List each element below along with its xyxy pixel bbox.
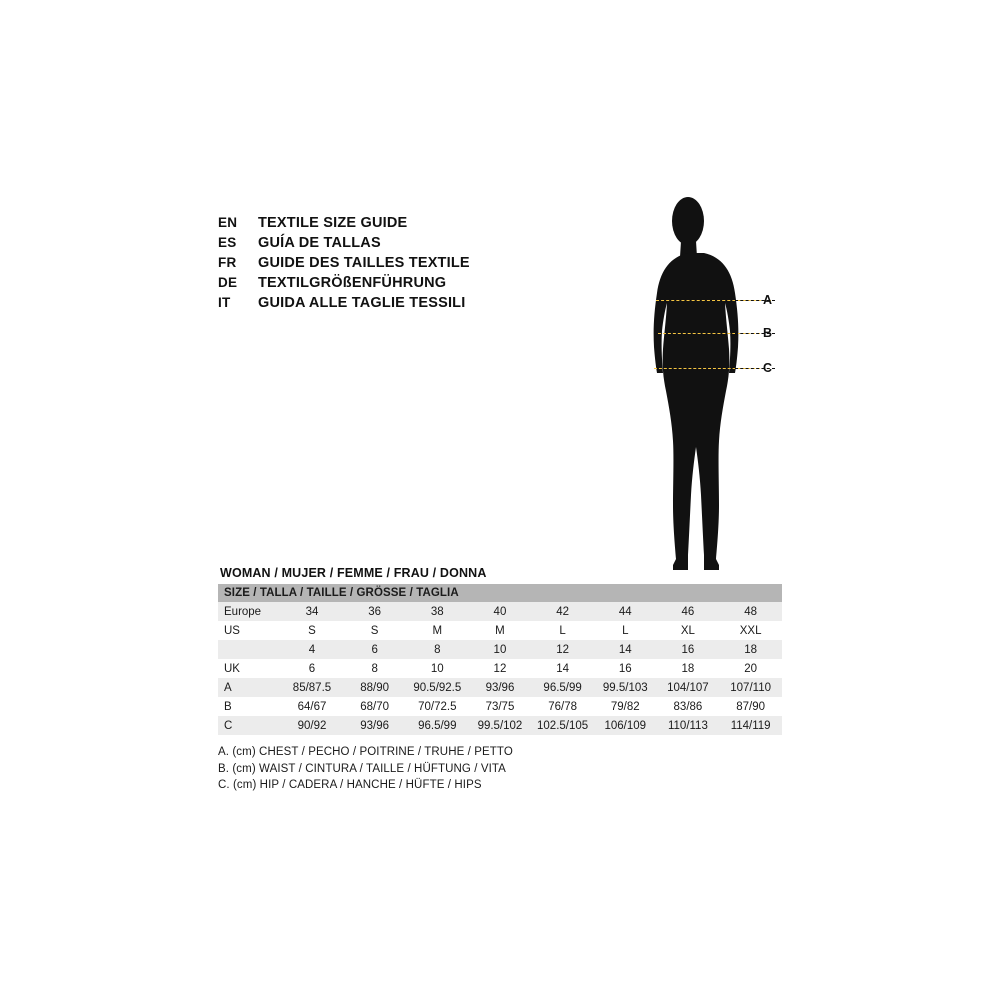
cell: 44 [594,602,657,621]
cell: 90.5/92.5 [406,678,469,697]
title-lang-fr: FR [218,255,237,270]
footnote-chest: A. (cm) CHEST / PECHO / POITRINE / TRUHE / PETTO [218,746,513,758]
cell: 99.5/102 [469,716,532,735]
cell: XXL [719,621,782,640]
cell: 46 [657,602,720,621]
cell: 106/109 [594,716,657,735]
cell: 87/90 [719,697,782,716]
cell: 34 [281,602,344,621]
cell: 90/92 [281,716,344,735]
cell: 104/107 [657,678,720,697]
cell: M [469,621,532,640]
table-header-row [218,584,782,602]
cell: 8 [406,640,469,659]
cell: 76/78 [531,697,594,716]
cell: 73/75 [469,697,532,716]
title-text-es: GUÍA DE TALLAS [258,235,381,251]
cell: 68/70 [343,697,406,716]
cell: 40 [469,602,532,621]
title-row [218,253,558,273]
title-lang-de: DE [218,275,238,290]
title-row [218,233,558,253]
title-text-en: TEXTILE SIZE GUIDE [258,215,408,231]
row-label: Europe [218,602,281,621]
cell: 36 [343,602,406,621]
cell: 114/119 [719,716,782,735]
title-text-fr: GUIDE DES TAILLES TEXTILE [258,255,470,271]
table-row [218,621,782,640]
marker-label-b: B [763,326,773,340]
title-row [218,273,558,293]
size-guide-title-block [218,213,558,313]
row-label: UK [218,659,281,678]
cell: 79/82 [594,697,657,716]
marker-label-a: A [763,293,773,307]
footnote-hip: C. (cm) HIP / CADERA / HANCHE / HÜFTE / HIPS [218,779,482,791]
female-body-figure [640,195,790,580]
table-row [218,678,782,697]
cell: 93/96 [343,716,406,735]
cell: M [406,621,469,640]
marker-label-c: C [763,361,773,375]
size-table [218,584,782,735]
cell: 12 [531,640,594,659]
cell: 107/110 [719,678,782,697]
size-table-section [218,566,782,735]
row-label: US [218,621,281,640]
cell: 99.5/103 [594,678,657,697]
table-row [218,640,782,659]
cell: 10 [469,640,532,659]
footnote-waist: B. (cm) WAIST / CINTURA / TAILLE / HÜFTUNG / VITA [218,762,506,775]
cell: 18 [657,659,720,678]
cell: 110/113 [657,716,720,735]
cell: 12 [469,659,532,678]
title-lang-en: EN [218,215,238,230]
cell: 16 [594,659,657,678]
table-row [218,697,782,716]
title-text-de: TEXTILGRÖßENFÜHRUNG [258,275,447,291]
cell: 4 [281,640,344,659]
cell: 96.5/99 [531,678,594,697]
cell: 70/72.5 [406,697,469,716]
cell: 10 [406,659,469,678]
cell: 96.5/99 [406,716,469,735]
title-row [218,213,558,233]
table-row [218,716,782,735]
table-row [218,659,782,678]
row-label: C [218,716,281,735]
table-caption: WOMAN / MUJER / FEMME / FRAU / DONNA [220,566,487,580]
title-lang-es: ES [218,235,237,250]
cell: 6 [343,640,406,659]
cell: 14 [531,659,594,678]
female-silhouette-icon [640,195,790,580]
row-label: A [218,678,281,697]
cell: L [594,621,657,640]
measurement-legend [218,744,738,794]
cell: 64/67 [281,697,344,716]
cell: 16 [657,640,720,659]
cell: 8 [343,659,406,678]
cell: 88/90 [343,678,406,697]
cell: 14 [594,640,657,659]
cell: 83/86 [657,697,720,716]
cell: 85/87.5 [281,678,344,697]
row-label [218,640,281,659]
title-lang-it: IT [218,295,231,310]
row-label: B [218,697,281,716]
cell: 48 [719,602,782,621]
title-row [218,293,558,313]
table-header-label: SIZE / TALLA / TAILLE / GRÖSSE / TAGLIA [218,584,782,602]
cell: L [531,621,594,640]
cell: S [281,621,344,640]
title-text-it: GUIDA ALLE TAGLIE TESSILI [258,295,466,311]
cell: S [343,621,406,640]
cell: 38 [406,602,469,621]
cell: 102.5/105 [531,716,594,735]
cell: 6 [281,659,344,678]
cell: XL [657,621,720,640]
table-row [218,602,782,621]
cell: 93/96 [469,678,532,697]
cell: 18 [719,640,782,659]
cell: 42 [531,602,594,621]
cell: 20 [719,659,782,678]
